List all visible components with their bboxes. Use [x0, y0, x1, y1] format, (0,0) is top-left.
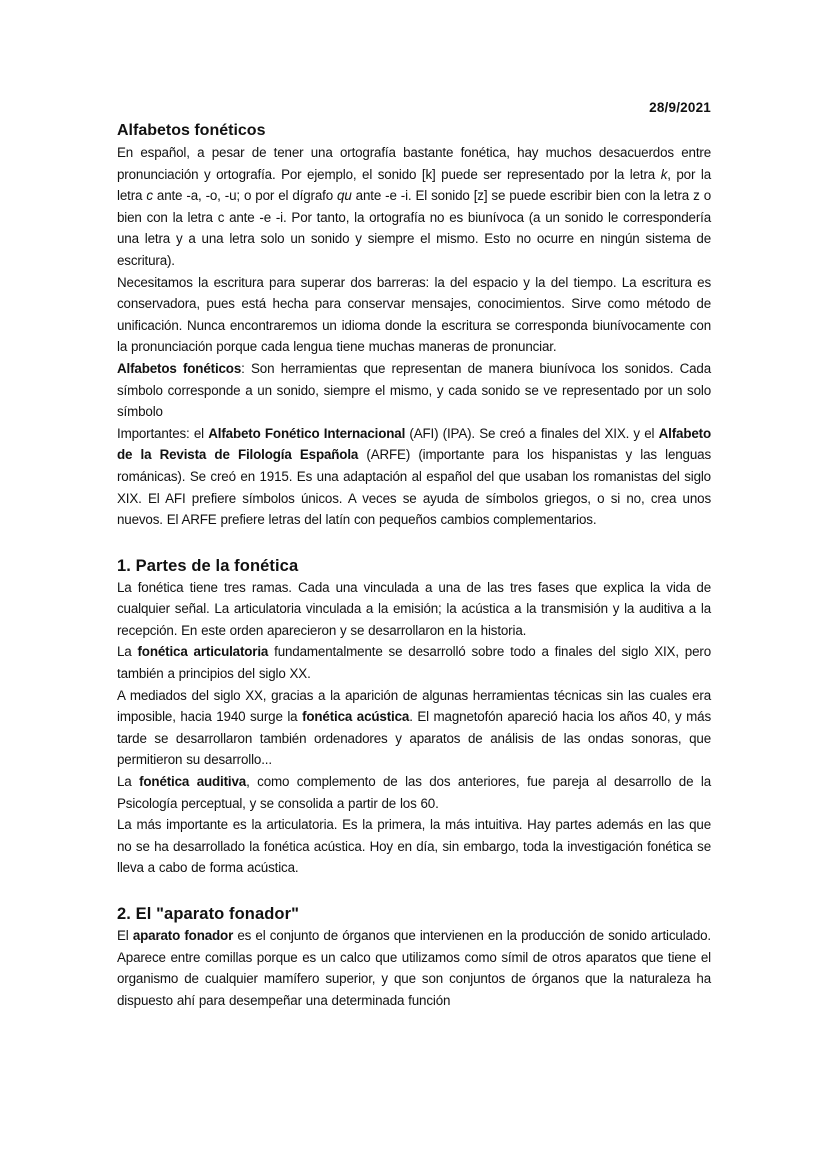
term-afi: Alfabeto Fonético Internacional: [208, 425, 406, 441]
section1-paragraph-3: A mediados del siglo XX, gracias a la aparición de algunas herramientas técnicas sin las cuales era imposible, hacia 1940 surge la fonética acústica. El magnetofón apareció hacia los años 40, y más tarde se desarrollaron también ordenadores y aparatos de análisis de las ondas sonoras, que permitieron su desarrollo...: [117, 687, 711, 768]
spacer: [117, 531, 711, 555]
document-title: Alfabetos fonéticos: [117, 122, 266, 139]
document-date: 28/9/2021: [649, 100, 711, 115]
term-arfe: Alfabeto de la Revista de Filología Española: [117, 425, 711, 463]
term-fonetica-articulatoria: fonética articulatoria: [137, 644, 269, 660]
section2-paragraph-1: El aparato fonador es el conjunto de órganos que intervienen en la producción de sonido articulado. Aparece entre comillas porque es un calco que utilizamos como símil de otros aparatos que tiene el organismo de cualquier mamífero superior, y que son conjuntos de órganos que la naturaleza ha dispuesto ahí para desempeñar una determinada función: [117, 928, 711, 1008]
section1-paragraph-2: La fonética articulatoria fundamentalmente se desarrolló sobre todo a finales del siglo XIX, pero también a principios del siglo XX.: [117, 644, 711, 682]
term-fonetica-acustica: fonética acústica: [302, 709, 410, 725]
section1-paragraph-4: La fonética auditiva, como complemento de las dos anteriores, fue pareja al desarrollo de la Psicología perceptual, y se consolida a partir de los 60.: [117, 774, 711, 811]
spacer: [117, 879, 711, 903]
term-aparato-fonador: aparato fonador: [132, 928, 234, 943]
intro-paragraph-4: Importantes: el Alfabeto Fonético Internacional (AFI) (IPA). Se creó a finales del XIX. y el Alfabeto de la Revista de Filología Española (ARFE) (importante para los hispanistas y las lenguas románicas). Se creó en 1915. Es una adaptación al español del que usaban los romanistas del siglo XIX. El AFI prefiere símbolos únicos. A veces se ayuda de símbolos griegos, o si no, crea unos nuevos. El ARFE prefiere letras del latín con pequeños cambios complementarios.: [117, 425, 711, 528]
section-heading-2: 2. El "aparato fonador": [117, 905, 300, 923]
section1-paragraph-5: La más importante es la articulatoria. Es la primera, la más intuitiva. Hay partes además en las que no se ha desarrollado la fonética acústica. Hoy en día, sin embargo, toda la investigación fonética se lleva a cabo de forma acústica.: [117, 817, 711, 876]
intro-paragraph-3: Alfabetos fonéticos: Son herramientas que representan de manera biunívoca los sonidos. Cada símbolo corresponde a un sonido, siempre el mismo, y cada sonido se ve representado por un solo símbolo: [117, 360, 712, 420]
intro-paragraph-2: Necesitamos la escritura para superar dos barreras: la del espacio y la del tiempo. La escritura es conservadora, pues está hecha para conservar mensajes, conocimientos. Sirve como método de unificación. Nunca encontraremos un idioma donde la escritura se corresponda biunívocamente con la pronunciación porque cada lengua tiene muchas maneras de pronunciar.: [117, 274, 711, 355]
intro-paragraph-1: En español, a pesar de tener una ortografía bastante fonética, hay muchos desacuerdos entre pronunciación y ortografía. Por ejemplo, el sonido [k] puede ser representado por la letra k, por la letra c ante -a, -o, -u; o por el dígrafo qu ante -e -i. El sonido [z] se puede escribir bien con la letra z o bien con la letra c ante -e -i. Por tanto, la ortografía no es biunívoca (a un sonido le correspondería una letra y a una letra solo un sonido y siempre el mismo. Esto no ocurre en ningún sistema de escritura).: [117, 145, 711, 268]
term-alfabetos-foneticos: Alfabetos fonéticos: [117, 360, 242, 376]
section1-paragraph-1: La fonética tiene tres ramas. Cada una vinculada a una de las tres fases que explica la vida de cualquier señal. La articulatoria vinculada a la emisión; la acústica a la transmisión y la auditiva a la recepción. En este orden aparecieron y se desarrollaron en la historia.: [117, 579, 711, 638]
section-heading-1: 1. Partes de la fonética: [117, 556, 299, 575]
document-page: [117, 98, 711, 1011]
term-fonetica-auditiva: fonética auditiva: [139, 774, 247, 790]
